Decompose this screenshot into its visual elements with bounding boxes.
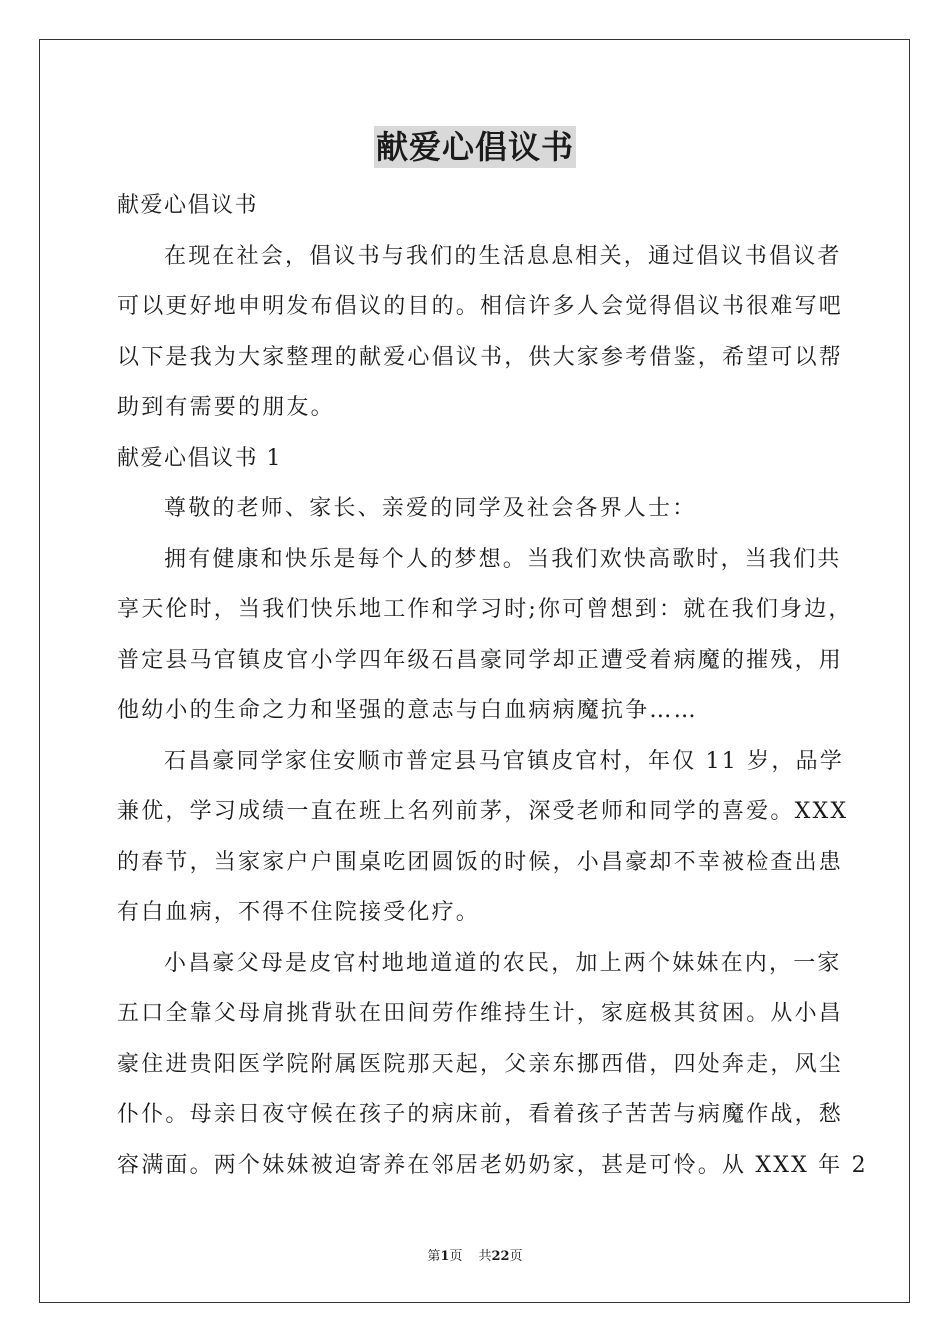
text-line: 小昌豪父母是皮官村地地道道的农民，加上两个妹妹在内，一家 (164, 950, 842, 976)
document-body (117, 181, 868, 1191)
text-line: 可以更好地申明发布倡议的目的。相信许多人会觉得倡议书很难写吧 (117, 294, 844, 319)
total-pages: 22 (491, 1249, 510, 1264)
text-line: 容满面。两个妹妹被迫寄养在邻居老奶奶家，甚是可怜。从 XXX 年 2 (117, 1152, 868, 1178)
text-line: 尊敬的老师、家长、亲爱的同学及社会各界人士： (164, 496, 697, 521)
total-unit: 页 (509, 1249, 523, 1264)
text-line: 在现在社会，倡议书与我们的生活息息相关，通过倡议书倡议者 (164, 243, 842, 269)
page-prefix: 第 (427, 1249, 441, 1264)
page-footer (0, 1248, 950, 1266)
text-line: 的春节，当家家户户围桌吃团圆饭的时候，小昌豪却不幸被检查出患 (117, 849, 844, 875)
text-line: 拥有健康和快乐是每个人的梦想。当我们欢快高歌时，当我们共 (164, 546, 842, 572)
text-line: 他幼小的生命之力和坚强的意志与白血病病魔抗争…… (117, 698, 698, 723)
text-line: 仆仆。母亲日夜守候在孩子的病床前，看着孩子苦苦与病魔作战，愁 (117, 1102, 844, 1127)
text-line: 普定县马官镇皮官小学四年级石昌豪同学却正遭受着病魔的摧残，用 (117, 647, 844, 673)
document-title: 献爱心倡议书 (375, 128, 574, 166)
text-line: 享天伦时，当我们快乐地工作和学习时;你可曾想到：就在我们身边， (117, 597, 853, 622)
text-line: 献爱心倡议书 1 (117, 445, 282, 471)
text-line: 石昌豪同学家住安顺市普定县马官镇皮官村，年仅 11 岁，品学 (164, 748, 844, 774)
text-line: 有白血病，不得不住院接受化疗。 (117, 900, 481, 925)
page-number: 1 (440, 1249, 450, 1264)
title-container (0, 126, 950, 168)
total-prefix: 共 (478, 1249, 492, 1264)
text-line: 助到有需要的朋友。 (117, 395, 335, 420)
page-unit: 页 (449, 1249, 463, 1264)
text-line: 兼优，学习成绩一直在班上名列前茅，深受老师和同学的喜爱。XXX (117, 799, 849, 824)
text-line: 五口全靠父母肩挑背驮在田间劳作维持生计，家庭极其贫困。从小昌 (117, 1001, 844, 1026)
text-line: 豪住进贵阳医学院附属医院那天起，父亲东挪西借，四处奔走，风尘 (117, 1051, 844, 1077)
text-line: 献爱心倡议书 (117, 193, 259, 218)
text-line: 以下是我为大家整理的献爱心倡议书，供大家参考借鉴，希望可以帮 (117, 344, 844, 370)
